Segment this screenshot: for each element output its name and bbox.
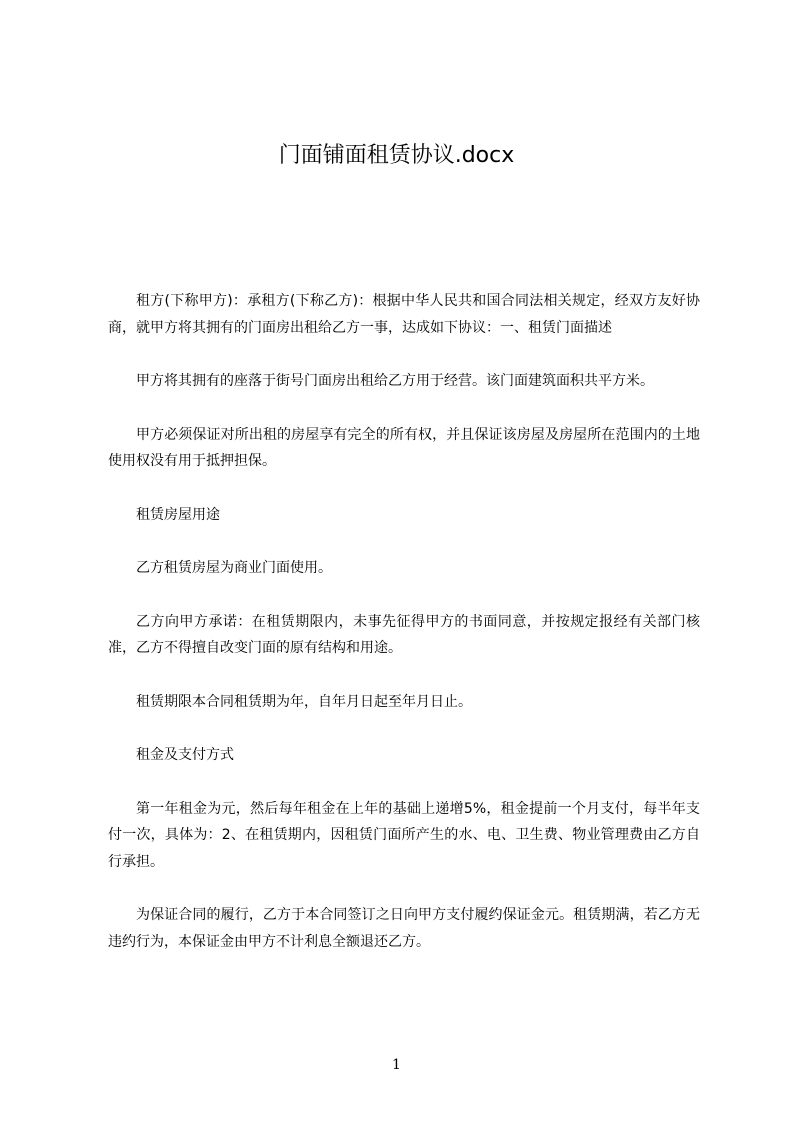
document-body [108,288,700,982]
paragraph: 乙方向甲方承诺：在租赁期限内，未事先征得甲方的书面同意，并按规定报经有关部门核准，乙方不得擅自改变门面的原有结构和用途。 [108,613,700,656]
paragraph: 甲方必须保证对所出租的房屋享有完全的所有权，并且保证该房屋及房屋所在范围内的土地使用权没有用于抵押担保。 [108,426,700,469]
section-heading: 租金及支付方式 [136,747,234,763]
paragraph: 第一年租金为元，然后每年租金在上年的基础上递增5%，租金提前一个月支付，每半年支付一次，具体为：2、在租赁期内，因租赁门面所产生的水、电、卫生费、物业管理费由乙方自行承担。 [108,800,700,870]
paragraph: 租方(下称甲方)：承租方(下称乙方)：根据中华人民共和国合同法相关规定，经双方友好协商，就甲方将其拥有的门面房出租给乙方一事，达成如下协议：一、租赁门面描述 [108,293,700,336]
paragraph: 为保证合同的履行，乙方于本合同签订之日向甲方支付履约保证金元。租赁期满，若乙方无违约行为，本保证金由甲方不计利息全额退还乙方。 [108,907,700,950]
paragraph: 甲方将其拥有的座落于街号门面房出租给乙方用于经营。该门面建筑面积共平方米。 [136,373,654,389]
section-heading: 租赁房屋用途 [136,506,220,523]
document-title: 门面铺面租赁协议.docx [278,143,515,168]
page-number: 1 [392,1057,401,1073]
paragraph: 乙方租赁房屋为商业门面使用。 [136,560,332,576]
paragraph: 租赁期限本合同租赁期为年，自年月日起至年月日止。 [136,693,472,710]
